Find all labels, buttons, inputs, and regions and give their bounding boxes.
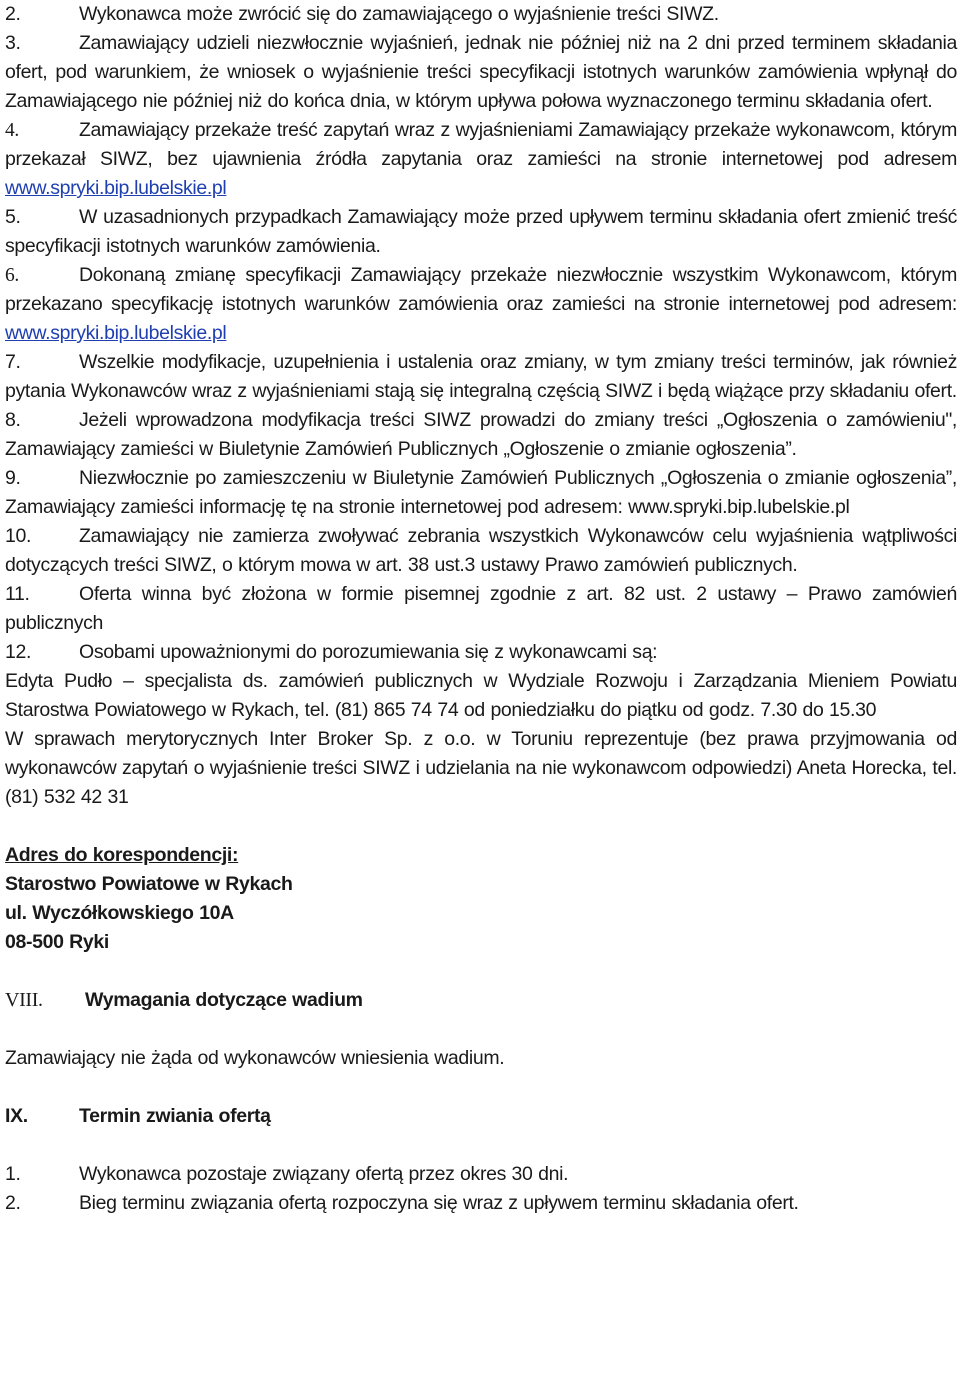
address-line: 08-500 Ryki bbox=[5, 931, 109, 953]
address-line: Starostwo Powiatowe w Rykach bbox=[5, 873, 293, 895]
item-number: 11. bbox=[5, 583, 30, 605]
list-item-2 bbox=[5, 0, 957, 29]
list-item-6 bbox=[5, 261, 957, 348]
item-text: Zamawiający przekaże treść zapytań wraz z wyjaśnieniami Zamawiający przekaże wykonawcom, którym przekazał SIWZ, bez ujawnienia źródła zapytania oraz zamieści na stronie internetowej pod adresem bbox=[5, 119, 957, 170]
item-text: Wykonawca pozostaje związany ofertą przez okres 30 dni. bbox=[79, 1163, 569, 1185]
item-text: Oferta winna być złożona w formie pisemnej zgodnie z art. 82 ust. 2 ustawy – Prawo zamówień publicznych bbox=[5, 583, 957, 634]
item-number: 7. bbox=[5, 351, 21, 373]
list-item-7 bbox=[5, 348, 957, 406]
item-number: 10. bbox=[5, 525, 32, 547]
address-line: ul. Wyczółkowskiego 10A bbox=[5, 902, 234, 924]
spacer bbox=[5, 1131, 957, 1160]
list-item-12 bbox=[5, 638, 957, 667]
section-number: VIII. bbox=[5, 989, 43, 1011]
contact-person-paragraph: Edyta Pudło – specjalista ds. zamówień publicznych w Wydziale Rozwoju i Zarządzania Mieniem Powiatu Starostwa Powiatowego w Rykach, tel. (81) 865 74 74 od poniedziałku do piątku od godz. 7.30 do 15.30 bbox=[5, 670, 957, 721]
item-text: Jeżeli wprowadzona modyfikacja treści SIWZ prowadzi do zmiany treści „Ogłoszenia o zamówieniu", Zamawiający zamieści w Biuletynie Zamówień Publicznych „Ogłoszenie o zmianie ogłoszenia”. bbox=[5, 409, 957, 460]
item-text: Wszelkie modyfikacje, uzupełnienia i ustalenia oraz zmiany, w tym zmiany treści terminów, jak również pytania Wykonawców wraz z wyjaśnieniami stają się integralną częścią SIWZ i będą wiążące przy składaniu ofert. bbox=[5, 351, 957, 402]
list-item-10 bbox=[5, 522, 957, 580]
item-text: Zamawiający udzieli niezwłocznie wyjaśnień, jednak nie później niż na 2 dni przed terminem składania ofert, pod warunkiem, że wniosek o wyjaśnienie treści specyfikacji istotnych warunków zamówienia wpłynął do Zamawiającego nie później niż do końca dnia, w którym upływa połowa wyznaczonego terminu składania ofert. bbox=[5, 32, 957, 112]
item-number: 6. bbox=[5, 265, 19, 286]
section-heading-viii bbox=[5, 986, 957, 1015]
spacer bbox=[5, 1015, 957, 1044]
list-item bbox=[5, 1189, 957, 1218]
item-text: Niezwłocznie po zamieszczeniu w Biuletynie Zamówień Publicznych „Ogłoszenia o zmianie ogłoszenia”, Zamawiający zamieści informację tę na stronie internetowej pod adresem: www.spryki.bip.lubelskie.pl bbox=[5, 467, 957, 518]
item-number: 8. bbox=[5, 409, 21, 431]
item-text: Osobami upoważnionymi do porozumiewania się z wykonawcami są: bbox=[79, 641, 658, 663]
list-item-4 bbox=[5, 116, 957, 203]
item-number: 2. bbox=[5, 3, 21, 25]
spacer bbox=[5, 812, 957, 841]
address-heading: Adres do korespondencji: bbox=[5, 844, 239, 866]
item-number: 2. bbox=[5, 1192, 21, 1214]
item-text: Bieg terminu związania ofertą rozpoczyna się wraz z upływem terminu składania ofert. bbox=[79, 1192, 799, 1214]
section-body: Zamawiający nie żąda od wykonawców wniesienia wadium. bbox=[5, 1047, 505, 1069]
item-text: Dokonaną zmianę specyfikacji Zamawiający przekaże niezwłocznie wszystkim Wykonawcom, którym przekazano specyfikację istotnych warunków zamówienia oraz zamieści na stronie internetowej pod adresem: bbox=[5, 264, 957, 315]
item-text: W uzasadnionych przypadkach Zamawiający może przed upływem terminu składania ofert zmienić treść specyfikacji istotnych warunków zamówienia. bbox=[5, 206, 957, 257]
contact-merit-paragraph: W sprawach merytorycznych Inter Broker Sp. z o.o. w Toruniu reprezentuje (bez prawa przyjmowania od wykonawców zapytań o wyjaśnienie treści SIWZ i udzielania na nie wykonawcom odpowiedzi) Aneta Horecka, tel. (81) 532 42 31 bbox=[5, 728, 957, 808]
spacer bbox=[5, 1073, 957, 1102]
section-title: Termin zwiania ofertą bbox=[79, 1105, 271, 1127]
item-number: 9. bbox=[5, 467, 21, 489]
list-item-3 bbox=[5, 29, 957, 116]
document-page bbox=[5, 0, 957, 1218]
item-number: 3. bbox=[5, 32, 21, 54]
section-title: Wymagania dotyczące wadium bbox=[85, 989, 363, 1011]
item-number: 1. bbox=[5, 1163, 21, 1185]
item-text: Wykonawca może zwrócić się do zamawiającego o wyjaśnienie treści SIWZ. bbox=[79, 3, 719, 25]
bip-link[interactable]: www.spryki.bip.lubelskie.pl bbox=[5, 177, 227, 199]
list-item-8 bbox=[5, 406, 957, 464]
item-number: 5. bbox=[5, 206, 21, 228]
spacer bbox=[5, 957, 957, 986]
list-item bbox=[5, 1160, 957, 1189]
bip-link[interactable]: www.spryki.bip.lubelskie.pl bbox=[5, 322, 227, 344]
section-number: IX. bbox=[5, 1105, 28, 1127]
section-heading-ix bbox=[5, 1102, 957, 1131]
list-item-11 bbox=[5, 580, 957, 638]
list-item-5 bbox=[5, 203, 957, 261]
item-number: 12. bbox=[5, 641, 32, 663]
item-text: Zamawiający nie zamierza zwoływać zebrania wszystkich Wykonawców celu wyjaśnienia wątpliwości dotyczących treści SIWZ, o którym mowa w art. 38 ust.3 ustawy Prawo zamówień publicznych. bbox=[5, 525, 957, 576]
list-item-9 bbox=[5, 464, 957, 522]
item-number: 4. bbox=[5, 120, 19, 141]
